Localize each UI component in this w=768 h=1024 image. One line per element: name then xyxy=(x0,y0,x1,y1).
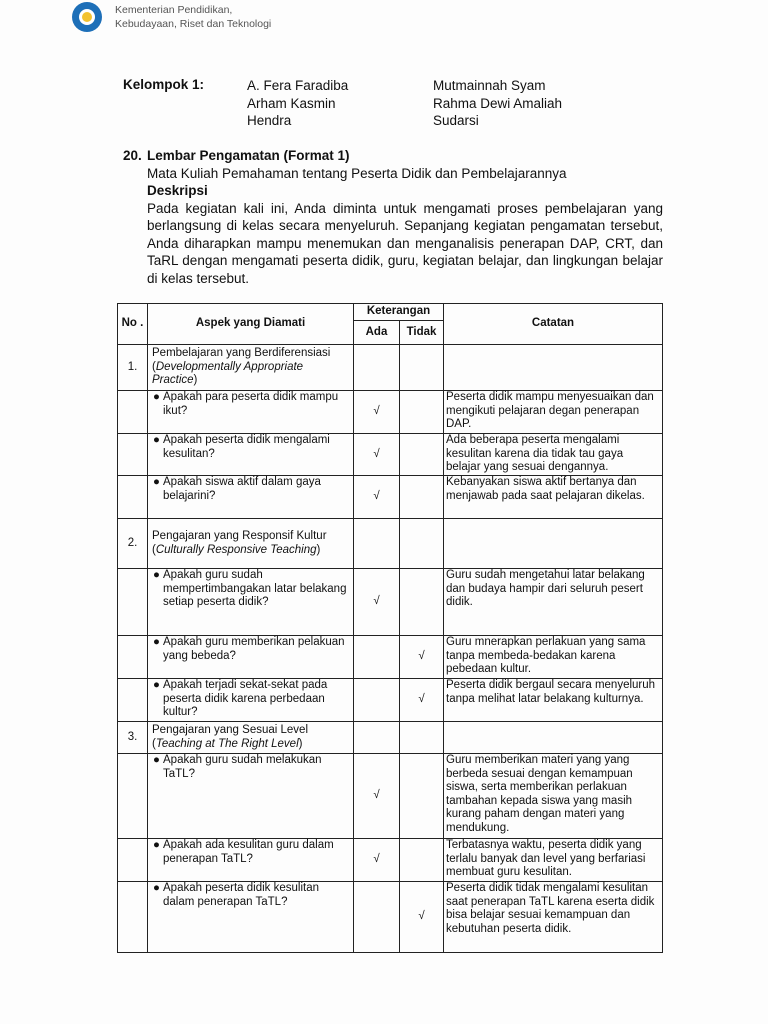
section-aspect-title: Pembelajaran yang Berdiferensiasi (Developmentally Appropriate Practice) xyxy=(148,345,354,391)
question-row xyxy=(118,882,663,953)
ministry-line-2: Kebudayaan, Riset dan Teknologi xyxy=(115,18,272,30)
question-text: Apakah ada kesulitan guru dalam penerapan TaTL? xyxy=(163,839,334,865)
note-cell xyxy=(444,679,663,722)
member-name: Hendra xyxy=(247,113,292,128)
note-cell xyxy=(444,569,663,636)
tidak-cell xyxy=(400,476,444,519)
note-text: Peserta didik mampu menyesuaikan dan mengikuti pelajaran degan penerapan DAP. xyxy=(446,391,654,430)
ministry-line-1: Kementerian Pendidikan, xyxy=(115,4,233,16)
bullet-icon: ● xyxy=(153,754,160,766)
bullet-icon: ● xyxy=(153,569,160,581)
question-row xyxy=(118,754,663,839)
section-subtitle: Mata Kuliah Pemahaman tentang Peserta Didik dan Pembelajarannya xyxy=(147,165,567,181)
question-text: Apakah guru memberikan pelakuan yang bebeda? xyxy=(163,636,345,662)
member-name: Arham Kasmin xyxy=(247,95,336,111)
tidak-cell xyxy=(400,754,444,839)
note-cell xyxy=(444,434,663,476)
question-cell xyxy=(148,882,354,953)
check-icon: √ xyxy=(373,447,380,460)
empty-cell xyxy=(118,476,148,519)
tidak-cell xyxy=(400,839,444,882)
ada-cell xyxy=(354,882,400,953)
bullet-icon: ● xyxy=(153,839,160,851)
header-aspect: Aspek yang Diamati xyxy=(148,304,354,345)
ada-cell xyxy=(354,636,400,679)
question-cell xyxy=(148,754,354,839)
bullet-icon: ● xyxy=(153,882,160,894)
question-text: Apakah guru sudah melakukan TaTL? xyxy=(163,754,322,780)
aspect-section-row xyxy=(118,345,663,391)
observation-section xyxy=(123,147,663,287)
check-icon: √ xyxy=(418,650,425,663)
empty-cell xyxy=(354,519,400,569)
question-row xyxy=(118,636,663,679)
note-text: Peserta didik tidak mengalami kesulitan saat penerapan TaTL karena eserta didik bisa belajar sesuai kemampuan dan kebutuhan peserta didik. xyxy=(446,882,655,935)
question-text: Apakah terjadi sekat-sekat pada peserta didik karena perbedaan kultur? xyxy=(163,679,328,718)
member-name: Mutmainnah Syam xyxy=(433,78,546,93)
section-aspect-title: Pengajaran yang Sesuai Level (Teaching at The Right Level) xyxy=(148,722,354,754)
question-row xyxy=(118,839,663,882)
empty-cell xyxy=(400,345,444,391)
empty-cell xyxy=(118,679,148,722)
tidak-cell xyxy=(400,391,444,434)
check-icon: √ xyxy=(373,405,380,418)
section-aspect-title: Pengajaran yang Responsif Kultur (Culturally Responsive Teaching) xyxy=(148,519,354,569)
note-text: Guru memberikan materi yang yang berbeda sesuai dengan kemampuan siswa, serta memberikan perlakuan tambahan kepada siswa yang masih kurang paham dengan materi yang mendukung. xyxy=(446,754,633,834)
empty-cell xyxy=(118,434,148,476)
ada-cell xyxy=(354,839,400,882)
ada-cell xyxy=(354,754,400,839)
question-cell xyxy=(148,679,354,722)
question-cell xyxy=(148,391,354,434)
members-column-2 xyxy=(433,77,562,130)
description-text: Pada kegiatan kali ini, Anda diminta untuk mengamati proses pembelajaran yang berlangsung di kelas secara menyeluruh. Sepanjang kegiatan pengamatan tersebut, Anda diharapkan mampu menemukan dan menganalisis penerapan DAP, CRT, dan TaRL dengan mengamati peserta didik, guru, kegiatan belajar, dan lingkungan belajar di kelas tersebut. xyxy=(147,200,663,286)
group-label: Kelompok 1: xyxy=(123,77,205,92)
question-cell xyxy=(148,476,354,519)
tidak-cell xyxy=(400,636,444,679)
empty-cell xyxy=(118,636,148,679)
section-no: 2. xyxy=(118,519,148,569)
check-icon: √ xyxy=(418,693,425,706)
note-text: Kebanyakan siswa aktif bertanya dan menjawab pada saat pelajaran dikelas. xyxy=(446,476,645,502)
empty-cell xyxy=(354,722,400,754)
empty-cell xyxy=(118,391,148,434)
ada-cell xyxy=(354,391,400,434)
empty-cell xyxy=(118,839,148,882)
question-row xyxy=(118,679,663,722)
question-row xyxy=(118,391,663,434)
question-text: Apakah para peserta didik mampu ikut? xyxy=(163,391,339,417)
header-ada: Ada xyxy=(354,321,400,345)
note-cell xyxy=(444,882,663,953)
ministry-header xyxy=(72,2,271,32)
bullet-icon: ● xyxy=(153,434,160,446)
question-text: Apakah siswa aktif dalam gaya belajarini? xyxy=(163,476,321,502)
ministry-logo xyxy=(72,2,102,32)
aspect-section-row xyxy=(118,722,663,754)
tidak-cell xyxy=(400,569,444,636)
empty-cell xyxy=(354,345,400,391)
check-icon: √ xyxy=(418,910,425,923)
check-icon: √ xyxy=(373,853,380,866)
empty-cell xyxy=(444,519,663,569)
tidak-cell xyxy=(400,434,444,476)
question-cell xyxy=(148,839,354,882)
observation-table xyxy=(117,303,663,953)
aspect-section-row xyxy=(118,519,663,569)
empty-cell xyxy=(400,519,444,569)
header-catatan: Catatan xyxy=(444,304,663,345)
check-icon: √ xyxy=(373,595,380,608)
note-cell xyxy=(444,391,663,434)
empty-cell xyxy=(444,722,663,754)
note-text: Terbatasnya waktu, peserta didik yang terlalu banyak dan level yang berfariasi membuat guru kesulitan. xyxy=(446,839,646,878)
empty-cell xyxy=(118,754,148,839)
ada-cell xyxy=(354,679,400,722)
empty-cell xyxy=(400,722,444,754)
member-name: A. Fera Faradiba xyxy=(247,78,349,93)
tidak-cell xyxy=(400,882,444,953)
question-text: Apakah peserta didik kesulitan dalam penerapan TaTL? xyxy=(163,882,319,908)
description-heading: Deskripsi xyxy=(147,183,208,198)
note-text: Ada beberapa peserta mengalami kesulitan karena dia tidak tau gaya belajar yang sesuai dengannya. xyxy=(446,434,624,473)
question-row xyxy=(118,434,663,476)
check-icon: √ xyxy=(373,490,380,503)
members-column-1 xyxy=(247,77,348,130)
empty-cell xyxy=(444,345,663,391)
member-name: Sudarsi xyxy=(433,113,479,128)
ada-cell xyxy=(354,434,400,476)
note-cell xyxy=(444,839,663,882)
note-cell xyxy=(444,636,663,679)
question-cell xyxy=(148,569,354,636)
section-title: Lembar Pengamatan (Format 1) xyxy=(147,148,350,163)
note-text: Guru sudah mengetahui latar belakang dan budaya hampir dari seluruh pesert didik. xyxy=(446,569,645,608)
header-no: No . xyxy=(118,304,148,345)
question-text: Apakah peserta didik mengalami kesulitan? xyxy=(163,434,330,460)
empty-cell xyxy=(118,569,148,636)
section-number: 20. xyxy=(123,148,142,163)
bullet-icon: ● xyxy=(153,476,160,488)
header-keterangan: Keterangan xyxy=(354,304,444,321)
empty-cell xyxy=(118,882,148,953)
section-no: 3. xyxy=(118,722,148,754)
ministry-name xyxy=(115,3,271,31)
question-text: Apakah guru sudah mempertimbangakan latar belakang setiap peserta didik? xyxy=(163,569,347,608)
bullet-icon: ● xyxy=(153,391,160,403)
check-icon: √ xyxy=(373,789,380,802)
ada-cell xyxy=(354,476,400,519)
question-row xyxy=(118,569,663,636)
note-text: Peserta didik bergaul secara menyeluruh tanpa melihat latar belakang kulturnya. xyxy=(446,679,656,705)
section-no: 1. xyxy=(118,345,148,391)
note-cell xyxy=(444,476,663,519)
question-cell xyxy=(148,636,354,679)
ada-cell xyxy=(354,569,400,636)
note-text: Guru mnerapkan perlakuan yang sama tanpa membeda-bedakan karena pebedaan kultur. xyxy=(446,636,646,675)
member-name: Rahma Dewi Amaliah xyxy=(433,95,563,111)
bullet-icon: ● xyxy=(153,636,160,648)
question-cell xyxy=(148,434,354,476)
header-tidak: Tidak xyxy=(400,321,444,345)
question-row xyxy=(118,476,663,519)
note-cell xyxy=(444,754,663,839)
bullet-icon: ● xyxy=(153,679,160,691)
tidak-cell xyxy=(400,679,444,722)
